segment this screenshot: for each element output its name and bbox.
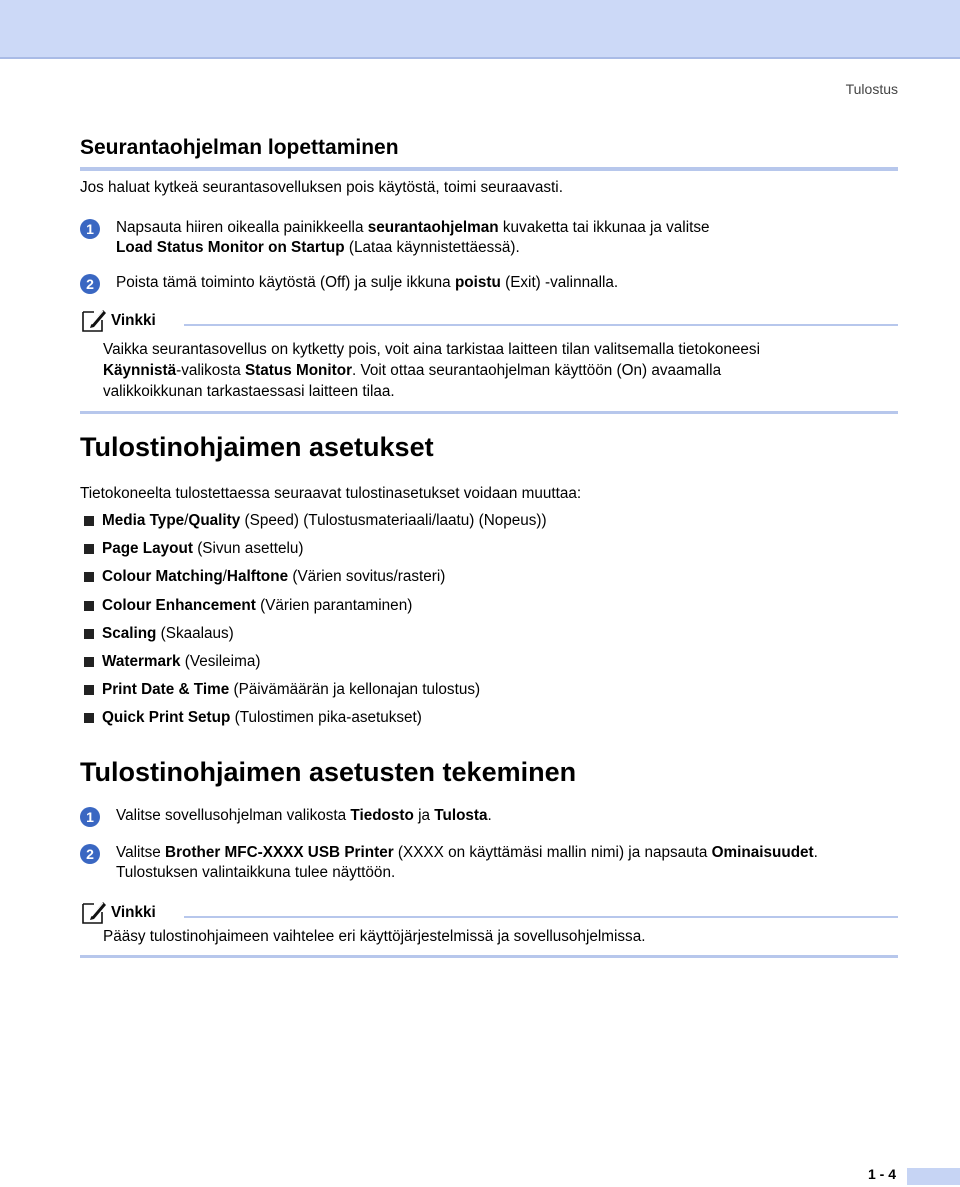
bold-text: Page Layout [102, 540, 193, 558]
bold-text: poistu [454, 274, 501, 291]
text: (XXXX on käyttämäsi mallin nimi) ja napsauta [393, 844, 712, 861]
bold-text: Status Monitor [244, 362, 353, 379]
text: (Speed) (Tulostusmateriaali/laatu) (Nopeus)) [240, 512, 547, 529]
text: (Vesileima) [180, 652, 261, 670]
step-text [116, 273, 898, 293]
list-item [84, 596, 898, 624]
list-item [84, 624, 898, 652]
intro-paragraph: Tietokoneelta tulostettaessa seuraavat tulostinasetukset voidaan muuttaa: [80, 485, 582, 502]
chapter-label: Tulostus [845, 81, 898, 97]
step-text [116, 843, 898, 883]
text: (Exit) -valinnalla. [500, 274, 619, 291]
text: (Lataa käynnistettäessä). [344, 239, 520, 256]
list-item [84, 680, 898, 708]
list-item [84, 708, 898, 736]
bold-text: Tiedosto [350, 807, 414, 824]
bullet-square-icon [84, 685, 94, 695]
text: Vaikka seurantasovellus on kytketty pois, voit aina tarkistaa laitteen tilan valitsemalla tietokoneesi [103, 341, 760, 358]
note-label: Vinkki [111, 312, 156, 329]
list-item [84, 539, 898, 567]
text: valikkoikkunan tarkastaessasi laitteen tilaa. [103, 383, 395, 400]
bold-text: Halftone [226, 568, 289, 586]
text: (Päivämäärän ja kellonajan tulostus) [229, 681, 481, 699]
text: (Skaalaus) [156, 624, 234, 642]
note-header [80, 306, 898, 334]
header-rule [0, 57, 960, 59]
note-box-1 [80, 306, 898, 414]
text: -valikosta [176, 362, 245, 379]
section-title-making-settings: Tulostinohjaimen asetusten tekeminen [80, 757, 577, 787]
text: / [222, 568, 227, 586]
bold-text: Tulosta [434, 807, 488, 824]
footer-tab [907, 1168, 960, 1185]
note-bottom-rule [80, 411, 898, 414]
text: Valitse [116, 844, 166, 861]
step-number-1: 1 [80, 807, 100, 827]
note-header [80, 898, 898, 926]
text: Valitse sovellusohjelman valikosta [116, 807, 351, 824]
bold-text: Quality [188, 512, 241, 529]
section-rule [80, 167, 898, 171]
note-bottom-rule [80, 955, 898, 958]
text: ja [413, 807, 435, 824]
text: (Värien sovitus/rasteri) [288, 568, 446, 586]
text: . [487, 807, 492, 824]
text: kuvaketta tai ikkunaa ja valitse [498, 219, 710, 236]
list-item [84, 567, 898, 595]
bold-text: Ominaisuudet [711, 844, 814, 861]
step-number-2: 2 [80, 274, 100, 294]
step-text [116, 806, 898, 826]
page-number: 1 - 4 [867, 1166, 896, 1182]
note-rule [184, 916, 898, 918]
pencil-note-icon [80, 898, 108, 926]
section-title: Seurantaohjelman lopettaminen [80, 136, 399, 159]
bullet-square-icon [84, 629, 94, 639]
bullet-square-icon [84, 516, 94, 526]
text: Tulostuksen valintaikkuna tulee näyttöön. [116, 864, 396, 881]
text: . [813, 844, 818, 861]
bold-text: Scaling [102, 624, 157, 642]
section-heading-stop-monitor [80, 136, 898, 171]
step-number-2: 2 [80, 844, 100, 864]
bullet-square-icon [84, 544, 94, 554]
bold-text: Quick Print Setup [102, 709, 231, 727]
note-label: Vinkki [111, 904, 156, 921]
note-text: Pääsy tulostinohjaimeen vaihtelee eri käyttöjärjestelmissä ja sovellusohjelmissa. [103, 928, 646, 945]
note-box-2 [80, 898, 898, 958]
header-band [0, 0, 960, 57]
text: (Tulostimen pika-asetukset) [230, 709, 422, 727]
text: Poista tämä toiminto käytöstä (Off) ja sulje ikkuna [116, 274, 455, 291]
step-1 [80, 218, 898, 258]
text: . Voit ottaa seurantaohjelman käyttöön (On) avaamalla [352, 362, 722, 379]
text: (Sivun asettelu) [192, 540, 304, 558]
bullet-square-icon [84, 713, 94, 723]
text: / [184, 512, 189, 529]
note-rule [184, 324, 898, 326]
bold-text: Colour Enhancement [102, 596, 256, 614]
bullet-square-icon [84, 601, 94, 611]
bold-text: seurantaohjelman [367, 219, 499, 236]
bullet-square-icon [84, 657, 94, 667]
bullet-square-icon [84, 572, 94, 582]
text: Napsauta hiiren oikealla painikkeella [116, 219, 368, 236]
bold-text: Watermark [102, 652, 181, 670]
bold-text: Print Date & Time [102, 681, 230, 699]
step-text [116, 218, 898, 258]
bold-text: Brother MFC-XXXX USB Printer [165, 844, 394, 861]
pencil-note-icon [80, 306, 108, 334]
list-item [84, 652, 898, 680]
step-1 [80, 806, 898, 826]
text: (Värien parantaminen) [255, 596, 413, 614]
bold-text: Media Type [102, 512, 185, 529]
step-2 [80, 843, 898, 883]
bold-text: Colour Matching [102, 568, 223, 586]
bold-text: Käynnistä [103, 362, 177, 379]
list-item [84, 511, 898, 539]
note-text [103, 339, 898, 402]
section-title-driver-settings: Tulostinohjaimen asetukset [80, 432, 434, 462]
settings-list [84, 511, 898, 737]
step-2 [80, 273, 898, 293]
intro-paragraph: Jos haluat kytkeä seurantasovelluksen pois käytöstä, toimi seuraavasti. [80, 179, 563, 196]
bold-text: Load Status Monitor on Startup [116, 239, 345, 256]
step-number-1: 1 [80, 219, 100, 239]
